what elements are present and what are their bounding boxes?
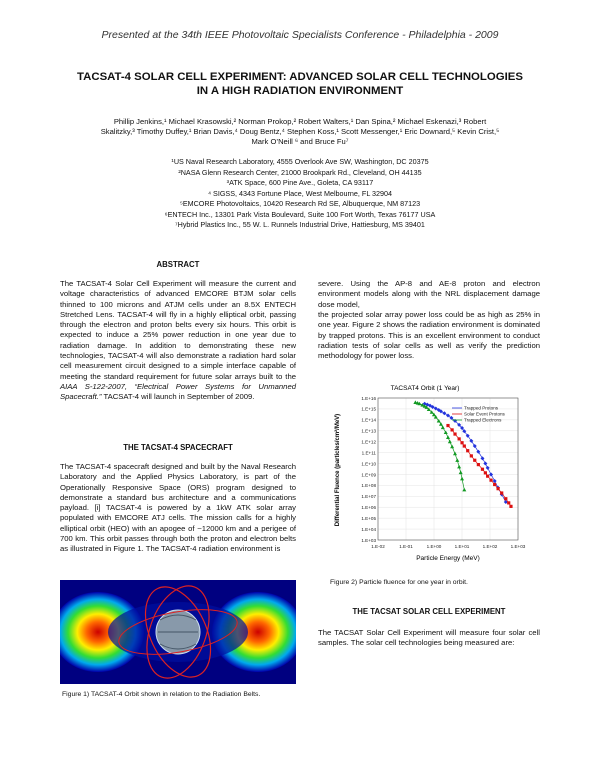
y-tick-label: 1.E+04: [361, 526, 376, 532]
y-tick-label: 1.E+07: [361, 494, 376, 500]
data-point: [460, 477, 464, 481]
author-line: Skalitzky,³ Timothy Duffey,¹ Brian Davis,⁴ Doug Bentz,⁴ Stephen Koss,¹ Scott Messenger,¹ Eric Downard,⁵ Kevin Crist,⁵: [100, 127, 500, 136]
y-tick-label: 1.E+06: [361, 505, 376, 511]
experiment-text: The TACSAT Solar Cell Experiment will measure four solar cell samples. The solar cell technologies being measured are:: [318, 628, 540, 648]
figure1-orbit-image: [60, 580, 296, 684]
data-point: [446, 435, 450, 439]
data-point: [442, 411, 446, 415]
x-tick-label: 1.E+00: [426, 544, 442, 549]
data-point: [460, 441, 463, 444]
experiment-heading: THE TACSAT SOLAR CELL EXPERIMENT: [352, 607, 506, 616]
figure2-caption: Figure 2) Particle fluence for one year in orbit.: [330, 579, 468, 586]
data-point: [463, 444, 466, 447]
chart-title: TACSAT4 Orbit (1 Year): [390, 385, 460, 392]
data-point: [504, 497, 507, 500]
data-point: [470, 454, 473, 457]
y-tick-label: 1.E+10: [361, 461, 376, 467]
data-point: [481, 468, 484, 471]
data-point: [457, 465, 461, 469]
data-point: [458, 437, 461, 440]
x-tick-label: 1.E-02: [371, 544, 385, 549]
affiliation: ⁶ENTECH Inc., 13301 Park Vista Boulevard, Suite 100 Fort Worth, Texas 76177 USA: [164, 209, 436, 219]
title-line: IN A HIGH RADIATION ENVIRONMENT: [196, 85, 404, 97]
data-point: [486, 475, 489, 478]
data-point: [451, 428, 454, 431]
data-point: [489, 479, 492, 482]
data-point: [453, 452, 457, 456]
data-point: [496, 487, 499, 490]
ylabel-group: [334, 414, 341, 526]
chart-xlabel: Particle Energy (MeV): [416, 555, 480, 562]
data-point: [473, 459, 476, 462]
data-point: [466, 449, 469, 452]
right-col-text-2: the projected solar array power loss could be as high as 25% in one year. Figure 2 shows the radiation environment is dominated by trapped protons. This is an excellent environment to conduct radiation tests of solar cells as well as verify the prediction methodology for power loss.: [318, 310, 540, 361]
data-point: [480, 456, 484, 460]
y-tick-label: 1.E+09: [361, 472, 376, 478]
data-point: [484, 471, 487, 474]
spacecraft-heading: THE TACSAT-4 SPACECRAFT: [123, 443, 233, 452]
affiliation-list: [60, 157, 540, 231]
affiliation: ⁷Hybrid Plastics Inc., 55 W. L. Runnels Industrial Drive, Hattiesburg, MS 39401: [175, 220, 425, 229]
abstract-citation: AIAA S-122-2007, “Electrical Power Systems for Unmanned Spacecraft.”: [60, 381, 296, 402]
data-point: [476, 450, 480, 454]
y-tick-label: 1.E+03: [361, 537, 376, 543]
y-tick-label: 1.E+08: [361, 483, 376, 489]
conference-header: Presented at the 34th IEEE Photovoltaic Specialists Conference - Philadelphia - 2009: [101, 29, 499, 41]
affiliation: ¹US Naval Research Laboratory, 4555 Overlook Ave SW, Washington, DC 20375: [171, 157, 429, 166]
data-point: [477, 463, 480, 466]
abstract-body: The TACSAT-4 Solar Cell Experiment will measure the current and voltage characteristics of advanced EMCORE BTJM solar cells thinned to 100 microns and ATJM cells under an 8.5X ENTECH Stretched Lens. TACSAT-4 will fly in a highly elliptical orbit, passing through the electron and proton belts every six hours. This orbit is expected to induce a 25% power reduction in one year due to radiation damage. In addition to demonstrating these new technologies, TACSAT-4 will also demonstrate a radiation hard solar cell measurement circuit designed to a simple interface capable of meeting the standard requirement for future solar arrays built to the: [60, 279, 296, 381]
x-tick-label: 1.E+02: [482, 544, 498, 549]
y-tick-label: 1.E+16: [361, 395, 376, 401]
data-point: [489, 472, 493, 476]
author-line: Phillip Jenkins,¹ Michael Krasowski,² Norman Prokop,² Robert Walters,¹ Dan Spina,² Michael Eskenazi,³ Robert: [113, 117, 487, 126]
y-tick-label: 1.E+15: [361, 406, 376, 412]
legend-entry: Trapped Electrons: [464, 417, 502, 423]
paper-title: [40, 70, 560, 98]
fluence-chart: [330, 380, 530, 575]
affiliation: ⁵EMCORE Photovoltaics, 10420 Research Rd SE, Albuquerque, NM 87123: [179, 199, 421, 208]
series-line-2: [415, 402, 464, 489]
abstract-end: TACSAT-4 will launch in September of 2009.: [101, 392, 255, 402]
radiation-belt-illustration: [60, 580, 296, 684]
data-point: [483, 462, 487, 466]
affiliation: ⁴ SIGSS, 4343 Fortune Place, West Melbourne, FL 32904: [207, 188, 393, 198]
legend-entry: Trapped Protons: [464, 405, 499, 411]
y-tick-label: 1.E+11: [361, 450, 376, 456]
affiliation: ²NASA Glenn Research Center, 21000 Brookpark Rd., Cleveland, OH 44135: [178, 167, 422, 177]
right-col-text-1: severe. Using the AP-8 and AE-8 proton and electron environment models along with the NRL displacement damage dose model,: [318, 279, 540, 309]
y-tick-label: 1.E+05: [361, 515, 376, 521]
y-tick-label: 1.E+14: [361, 417, 376, 423]
spacecraft-text: The TACSAT-4 spacecraft designed and built by the Naval Research Laboratory and the Applied Physics Laboratory, is part of the Operationally Responsive Space (ORS) program designed to demonstrate a standard bus architecture and a communications payload. [i] TACSAT-4 is powered by a 1kW ATK solar array populated with EMCORE ATJ cells. The mission calls for a highly elliptical orbit (HEO) with an apogee of ~12000 km and a perigee of 700 km. This orbit passes through both the proton and electron belts as illustrated in Figure 1. The TACSAT-4 radiation environment is: [60, 462, 296, 554]
data-point: [450, 445, 454, 449]
data-point: [473, 444, 477, 448]
data-point: [441, 425, 445, 429]
data-point: [507, 501, 510, 504]
y-tick-label: 1.E+12: [361, 439, 376, 445]
abstract-heading: ABSTRACT: [156, 260, 200, 269]
data-point: [509, 505, 512, 508]
x-tick-label: 1.E+03: [510, 544, 526, 549]
data-point: [486, 466, 490, 470]
title-line: TACSAT-4 SOLAR CELL EXPERIMENT: ADVANCED SOLAR CELL TECHNOLOGIES: [77, 71, 523, 83]
data-point: [455, 458, 459, 462]
data-point: [446, 424, 449, 427]
affiliation: ³ATK Space, 600 Pine Ave., Goleta, CA 93117: [226, 178, 374, 187]
y-tick-label: 1.E+13: [361, 428, 376, 434]
author-line: Mark O’Neill ⁶ and Bruce Fu⁷: [251, 137, 349, 146]
data-point: [500, 491, 503, 494]
figure2-chart: [330, 380, 530, 575]
chart-ylabel: Differential Fluence (particles/cm²/MeV): [335, 413, 341, 527]
data-point: [453, 432, 456, 435]
x-tick-label: 1.E+01: [454, 544, 470, 549]
x-tick-label: 1.E-01: [399, 544, 413, 549]
data-point: [462, 488, 466, 492]
figure1-caption: Figure 1) TACSAT-4 Orbit shown in relation to the Radiation Belts.: [62, 691, 261, 698]
abstract-text: [60, 279, 296, 403]
data-point: [493, 483, 496, 486]
legend-entry: Solar Event Protons: [464, 411, 505, 417]
data-point: [444, 430, 448, 434]
author-list: [40, 117, 560, 147]
